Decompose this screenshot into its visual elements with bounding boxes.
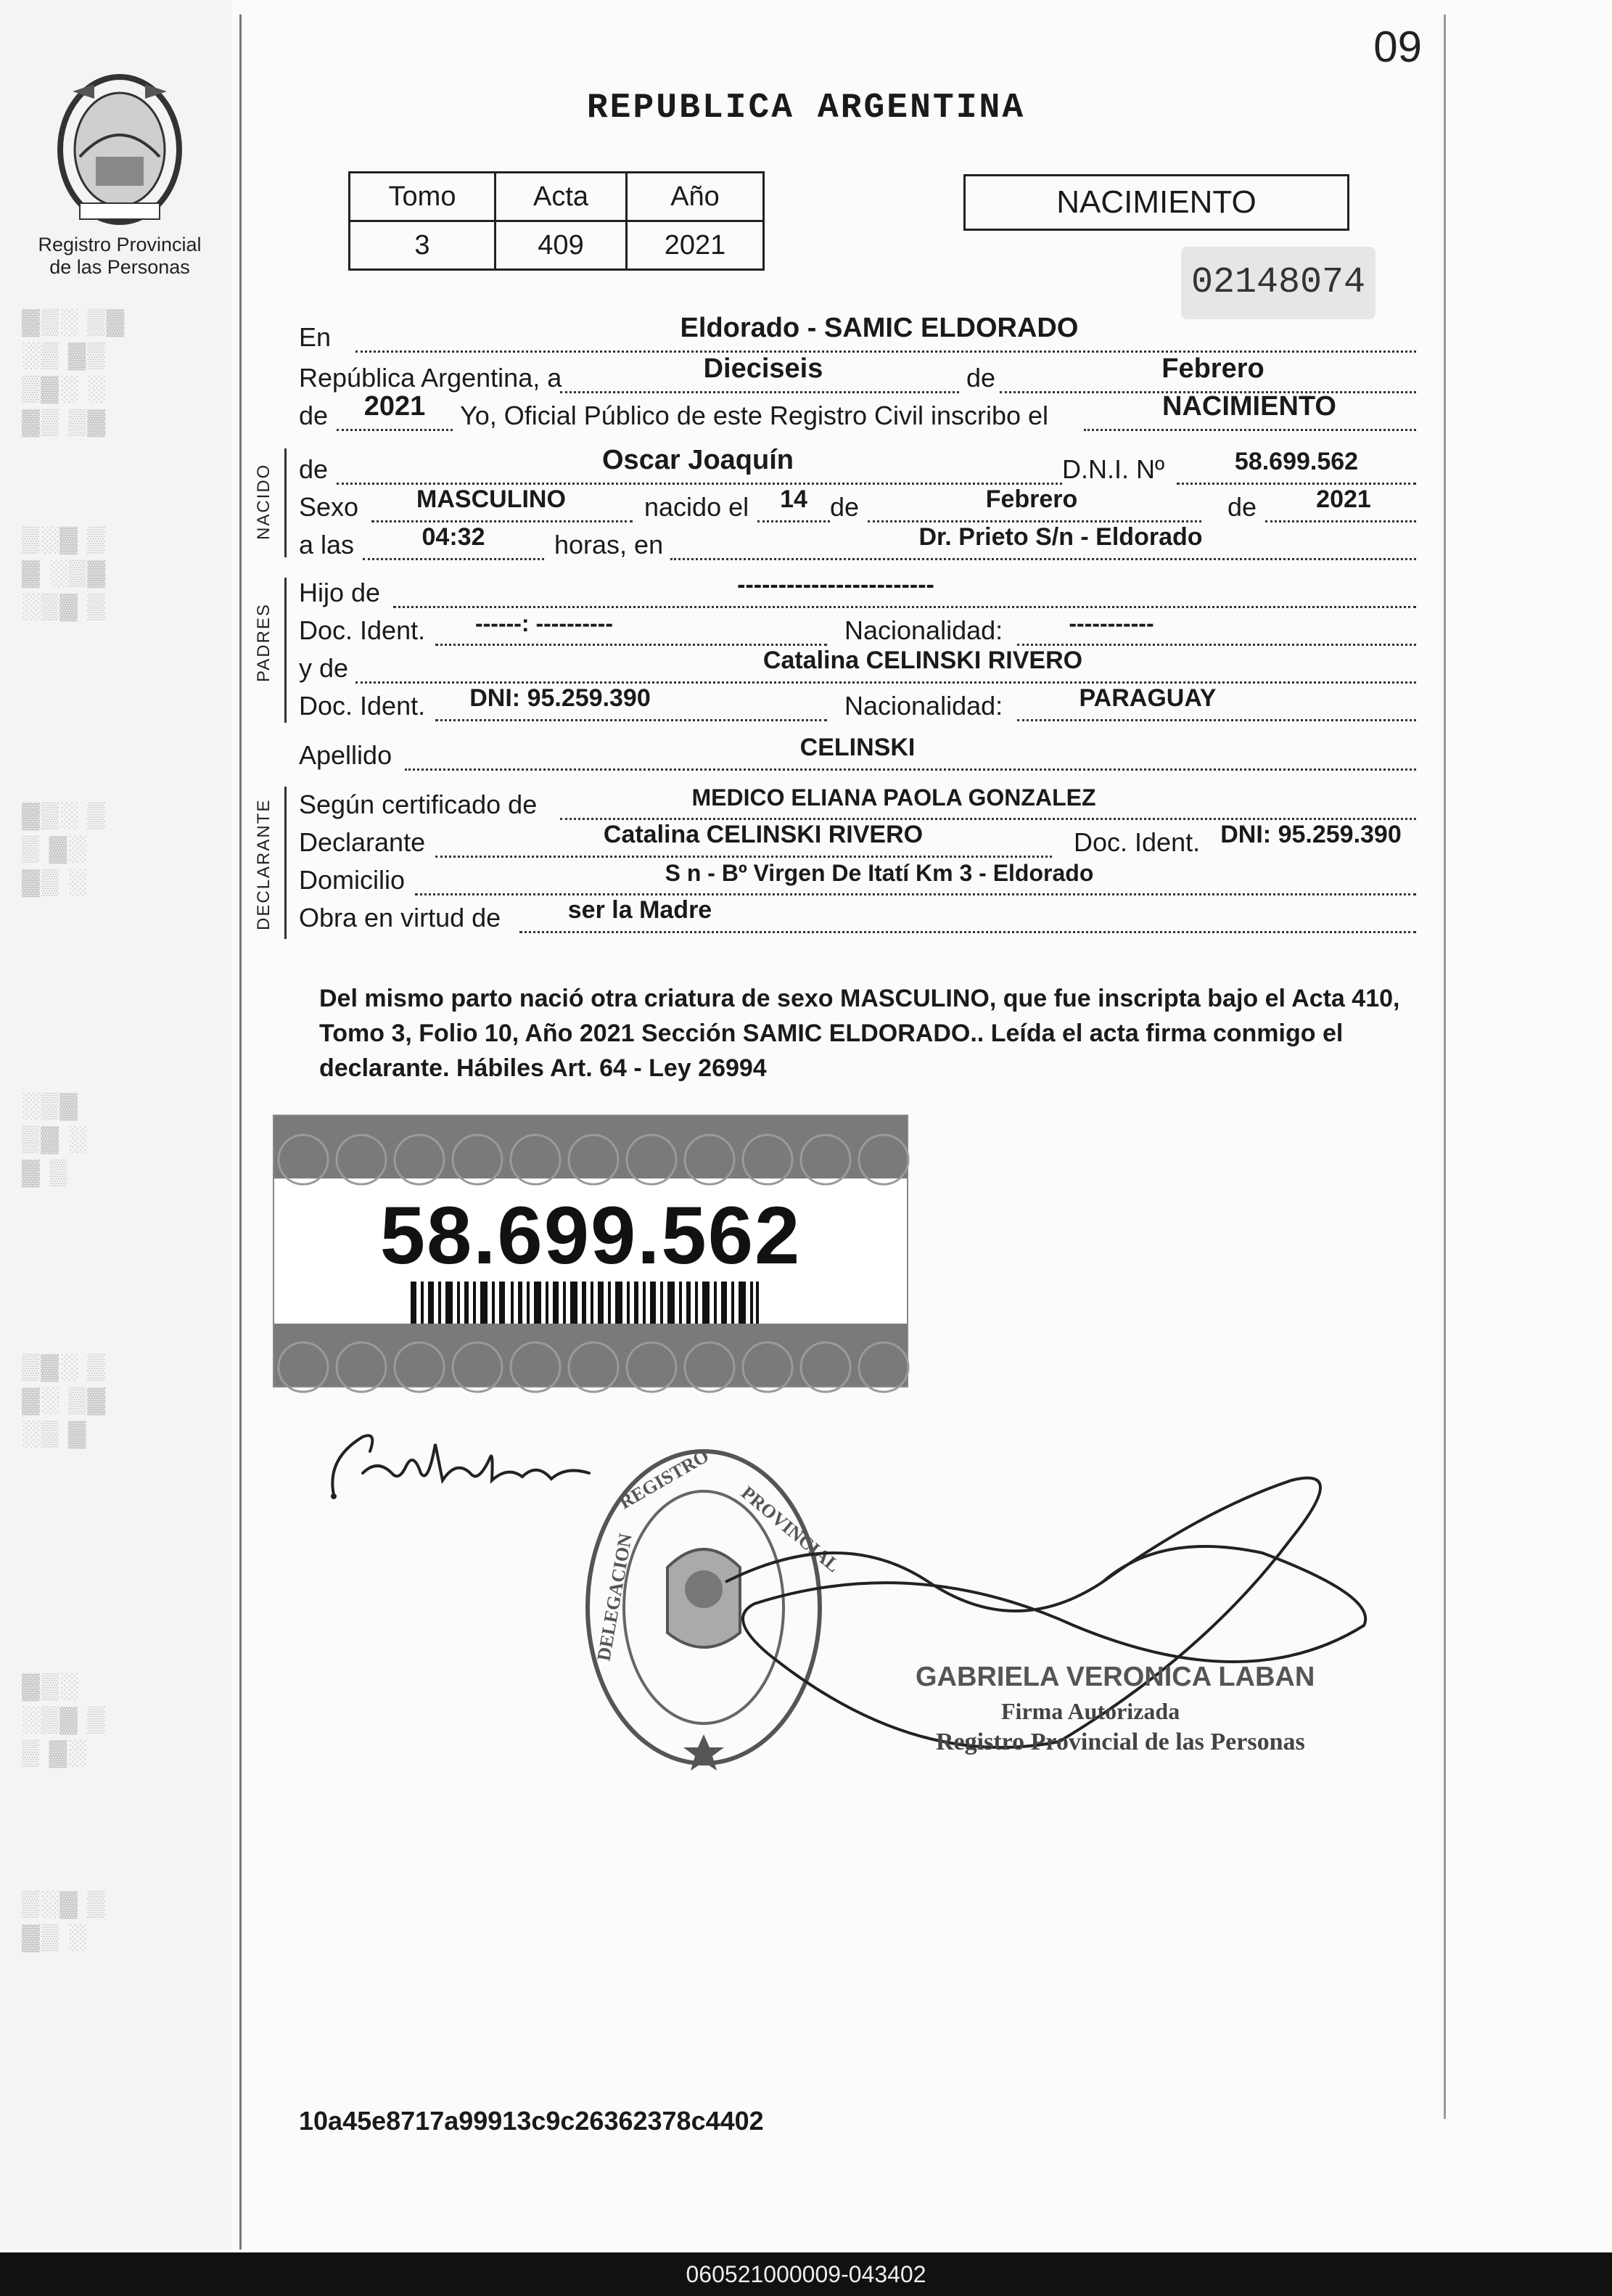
value-tomo: 3 <box>350 221 495 270</box>
obra-label: Obra en virtud de <box>299 903 501 932</box>
row-year <box>299 391 1416 434</box>
row-place <box>299 313 1416 356</box>
sticker-band-bottom <box>274 1324 907 1386</box>
section-bracket <box>284 787 287 939</box>
record-type-box: NACIMIENTO <box>963 174 1349 231</box>
birth-month-value: Febrero <box>985 485 1078 513</box>
declarant-name: Catalina CELINSKI RIVERO <box>603 821 924 848</box>
child-name: Oscar Joaquín <box>602 445 794 475</box>
right-margin-line <box>1444 15 1446 2119</box>
day-word-value: Dieciseis <box>703 353 823 384</box>
page-number: 09 <box>1373 22 1422 71</box>
section-bracket <box>284 448 287 557</box>
row-father <box>299 571 1416 611</box>
de-label: de <box>966 363 996 393</box>
sexo-label: Sexo <box>299 492 359 522</box>
section-padres: PADRES <box>254 603 274 682</box>
row-mother-doc <box>299 684 1416 724</box>
declarante-label: Declarante <box>299 827 426 857</box>
hijo-label: Hijo de <box>299 578 381 607</box>
de-label-2: de <box>299 401 329 430</box>
mother-doc-value: DNI: 95.259.390 <box>469 684 651 712</box>
value-acta: 409 <box>495 221 627 270</box>
section-bracket <box>284 578 287 723</box>
left-margin-strip <box>0 0 232 2250</box>
header-acta: Acta <box>495 173 627 221</box>
row-address <box>299 862 1416 898</box>
address-value: S n - Bº Virgen De Itatí Km 3 - Eldorado <box>665 860 1094 886</box>
section-declarante: DECLARANTE <box>254 798 274 930</box>
official-name: GABRIELA VERONICA LABAN <box>916 1662 1315 1692</box>
father-nationality-value: ----------- <box>1069 610 1154 636</box>
father-nationality-label: Nacionalidad: <box>844 615 1003 645</box>
dni-label: D.N.I. Nº <box>1062 454 1165 484</box>
de-day-label: de <box>830 492 860 522</box>
row-sex <box>299 485 1416 525</box>
de-name-label: de <box>299 454 329 484</box>
father-doc-value: ------: ---------- <box>474 610 614 636</box>
registry-line2: de las Personas <box>49 256 190 278</box>
birth-day-value: 14 <box>780 485 807 513</box>
ghost-text: ▓▒░ ▒▓ ░▒ ▓▒ ▒▓░ ░ ▓▒ ▒▓ <box>22 308 126 435</box>
row-capacity <box>299 896 1416 936</box>
section-nacido: NACIDO <box>254 463 274 540</box>
ghost-text: ▒▓░ ▒ ▓░ ▒▓ ░▒ ▓ <box>22 1353 107 1447</box>
ghost-text: ▓▒░ ▒ ▒ ▓░ ▓▒ ░ <box>22 801 107 895</box>
svg-text:PROVINCIAL: PROVINCIAL <box>737 1482 844 1577</box>
place-value: Eldorado - SAMIC ELDORADO <box>680 313 1079 343</box>
footer-code: 060521000009-043402 <box>0 2252 1612 2296</box>
svg-text:REGISTRO: REGISTRO <box>615 1445 712 1514</box>
ghost-text: ▒░▓ ▒ ▓ ░▒▓ ░▒▓ ▒ <box>22 525 107 620</box>
apellido-label: Apellido <box>299 740 392 770</box>
child-dni: 58.699.562 <box>1234 448 1359 475</box>
row-name <box>299 445 1416 488</box>
mother-value: Catalina CELINSKI RIVERO <box>762 647 1083 674</box>
declarant-doc-value: DNI: 95.259.390 <box>1220 821 1402 848</box>
dni-sticker <box>273 1115 908 1387</box>
declarant-signature <box>319 1415 609 1509</box>
row-declarant <box>299 821 1416 861</box>
row-time <box>299 523 1416 563</box>
official-registry: Registro Provincial de las Personas <box>936 1729 1305 1755</box>
serial-number-stamp: 02148074 <box>1181 247 1375 319</box>
header-tomo: Tomo <box>350 173 495 221</box>
de-month-label: de <box>1227 492 1257 522</box>
sticker-band-top <box>274 1116 907 1178</box>
mother-nationality-label: Nacionalidad: <box>844 691 1003 721</box>
month-value: Febrero <box>1161 353 1264 384</box>
domicilio-label: Domicilio <box>299 865 406 895</box>
mother-nationality-value: PARAGUAY <box>1079 684 1217 712</box>
value-ano: 2021 <box>627 221 764 270</box>
document-hash: 10a45e8717a99913c9c26362378c4402 <box>299 2106 764 2136</box>
father-value: ------------------------ <box>737 571 934 599</box>
certificado-label: Según certificado de <box>299 790 538 819</box>
ghost-text: ▒░▓ ▒ ▓▒ ░ <box>22 1890 107 1951</box>
registry-name <box>29 234 210 279</box>
ghost-text: ░▒▓ ▒▓ ░ ▓ ▒ <box>22 1091 88 1186</box>
declarant-doc-label: Doc. Ident. <box>1074 827 1201 857</box>
row-apellido <box>299 734 1416 774</box>
nacido-el-label: nacido el <box>644 492 749 522</box>
registration-note: Del mismo parto nació otra criatura de sexo MASCULINO, que fue inscripta bajo el Acta 410, Tomo 3, Folio 10, Año 2021 Sección SAMIC ELDORADO.. Leída el acta firma conmigo el declarante. Hábiles Art. 64 - Ley 26994 <box>319 985 1400 1082</box>
svg-text:DELEGACION: DELEGACION <box>593 1532 636 1663</box>
en-label: En <box>299 322 332 352</box>
a-las-label: a las <box>299 530 355 559</box>
yo-label: Yo, Oficial Público de este Registro Civil inscribo el <box>460 401 1049 430</box>
registry-line1: Registro Provincial <box>38 234 202 255</box>
document-title: REPUBLICA ARGENTINA <box>586 89 1026 128</box>
ghost-text: ▓▒░ ░▒▓ ▒ ▒ ▓░ <box>22 1672 107 1766</box>
mother-doc-label: Doc. Ident. <box>299 691 426 721</box>
record-table <box>348 171 765 271</box>
apellido-value: CELINSKI <box>799 734 916 761</box>
act-type-value: NACIMIENTO <box>1162 391 1336 422</box>
horas-label: horas, en <box>554 530 664 559</box>
sexo-value: MASCULINO <box>416 485 566 513</box>
birth-place-value: Dr. Prieto S/n - Eldorado <box>918 523 1203 551</box>
left-margin-line <box>239 15 242 2250</box>
sticker-number: 58.699.562 <box>379 1190 802 1281</box>
year-value: 2021 <box>363 391 426 422</box>
republica-label: República Argentina, a <box>299 363 562 393</box>
row-father-doc <box>299 612 1416 649</box>
father-doc-label: Doc. Ident. <box>299 615 426 645</box>
header-ano: Año <box>627 173 764 221</box>
official-role: Firma Autorizada <box>1001 1698 1180 1724</box>
row-mother <box>299 647 1416 686</box>
certificate-value: MEDICO ELIANA PAOLA GONZALEZ <box>691 784 1096 811</box>
capacity-value: ser la Madre <box>567 896 712 924</box>
y-de-label: y de <box>299 653 349 683</box>
birth-time-value: 04:32 <box>421 523 485 551</box>
birth-year-value: 2021 <box>1316 485 1371 513</box>
row-certificate <box>299 784 1416 823</box>
